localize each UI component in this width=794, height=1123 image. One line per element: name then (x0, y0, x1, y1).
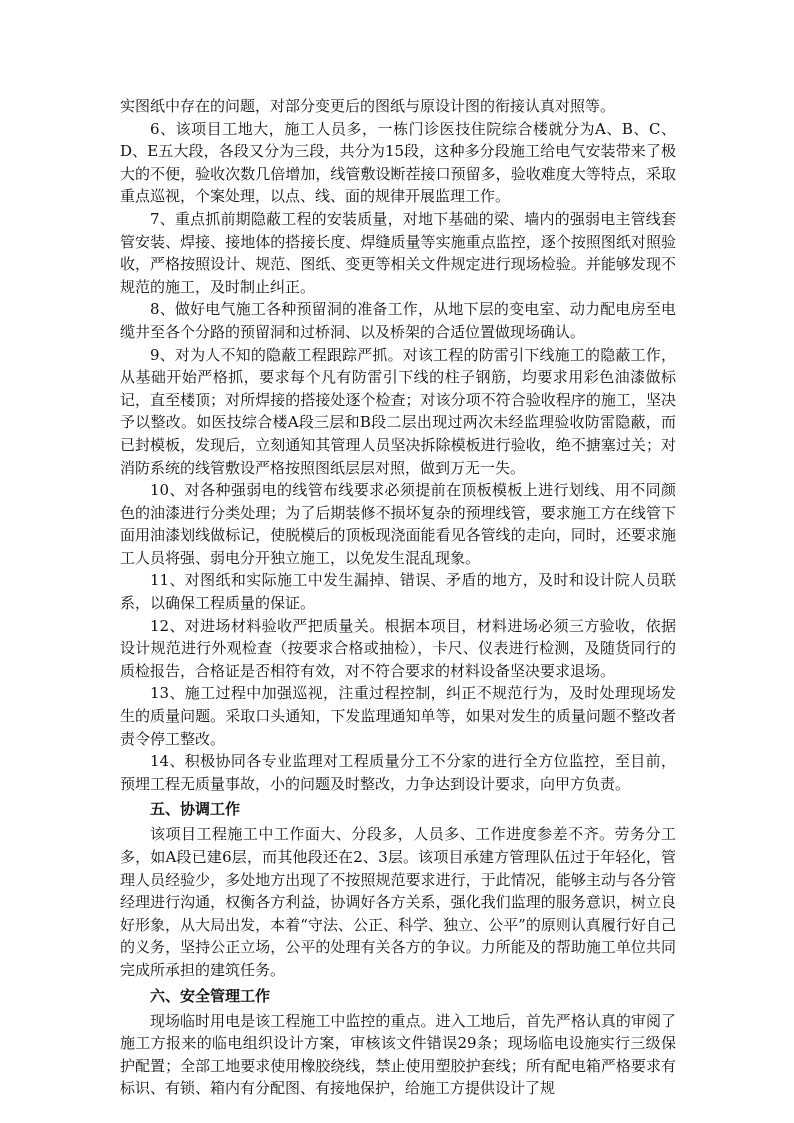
paragraph-item-12: 12、对进场材料验收严把质量关。根据本项目，材料进场必须三方验收，依据设计规范进行外观检查（按要求合格或抽检），卡尺、仪表进行检测，及随货同行的质检报告，合格证是否相符有效，对不符合要求的材料设备坚决要求退场。 (120, 616, 676, 680)
paragraph-coordination: 该项目工程施工中工作面大、分段多，人员多、工作进度参差不齐。劳务分工多，如A段已建6层，而其他段还在2、3层。该项目承建方管理队伍过于年轻化，管理人员经验少，多处地方出现了不按照规范要求进行，于此情况，能够主动与各分管经理进行沟通，权衡各方利益，协调好各方关系，强化我们监理的服务意识，树立良好形象，从大局出发，本着“守法、公正、科学、独立、公平”的原则认真履行好自己的义务，坚持公正立场，公平的处理有关各方的争议。力所能及的帮助施工单位共同完成所承担的建筑任务。 (120, 825, 676, 979)
paragraph-safety: 现场临时用电是该工程施工中监控的重点。进入工地后，首先严格认真的审阅了施工方报来的临电组织设计方案，审核该文件错误29条；现场临电设施实行三级保护配置；全部工地要求使用橡胶绕线，禁止使用塑胶护套线；所有配电箱严格要求有标识、有锁、箱内有分配图、有接地保护，给施工方提供设计了规 (120, 1011, 676, 1098)
paragraph-item-10: 10、对各种强弱电的线管布线要求必须提前在顶板模板上进行划线、用不同颜色的油漆进行分类处理；为了后期装修不损坏复杂的预埋线管，要求施工方在线管下面用油漆划线做标记，使脱模后的顶板现浇面能看见各管线的走向，同时，还要求施工人员将强、弱电分开独立施工，以免发生混乱现象。 (120, 481, 676, 567)
paragraph-item-13: 13、施工过程中加强巡视，注重过程控制，纠正不规范行为，及时处理现场发生的质量问题。采取口头通知，下发监理通知单等，如果对发生的质量问题不整改者责令停工整改。 (120, 684, 676, 748)
section-heading-safety: 六、安全管理工作 (150, 986, 271, 1005)
section-heading-coordination: 五、协调工作 (150, 800, 241, 819)
paragraph-item-14: 14、积极协同各专业监理对工程质量分工不分家的进行全方位监控，至目前，预埋工程无质量事故，小的问题及时整改，力争达到设计要求，向甲方负责。 (120, 752, 676, 793)
paragraph-item-6: 6、该项目工地大，施工人员多，一栋门诊医技住院综合楼就分为A、B、C、D、E五大段，各段又分为三段，共分为15段，这种多分段施工给电气安装带来了极大的不便，验收次数几倍增加，线管敷设断茬接口预留多，验收难度大等特点，采取重点巡视，个案处理，以点、线、面的规律开展监理工作。 (120, 119, 676, 206)
paragraph-continuation: 实图纸中存在的问题，对部分变更后的图纸与原设计图的衔接认真对照等。 (120, 97, 616, 115)
paragraph-item-7: 7、重点抓前期隐蔽工程的安装质量，对地下基础的梁、墙内的强弱电主管线套管安装、焊接、接地体的搭接长度、焊缝质量等实施重点监控，逐个按照图纸对照验收，严格按照设计、规范、图纸、变更等相关文件规定进行现场检验。并能够发现不规范的施工，及时制止纠正。 (120, 209, 676, 296)
paragraph-item-11: 11、对图纸和实际施工中发生漏掉、错误、矛盾的地方，及时和设计院人员联系，以确保工程质量的保证。 (120, 571, 676, 613)
document-body (120, 95, 676, 1100)
paragraph-item-9: 9、对为人不知的隐蔽工程跟踪严抓。对该工程的防雷引下线施工的隐蔽工作，从基础开始严格抓，要求每个凡有防雷引下线的柱子钢筋，均要求用彩色油漆做标记，直至楼顶；对所焊接的搭接处逐个检查；对该分项不符合验收程序的施工，坚决予以整改。如医技综合楼A段三层和B段二层出现过两次未经监理验收防雷隐蔽，而已封模板，发现后，立刻通知其管理人员坚决拆除模板进行验收，绝不搪塞过关；对消防系统的线管敷设严格按照图纸层层对照，做到万无一失。 (120, 345, 676, 477)
paragraph-item-8: 8、做好电气施工各种预留洞的准备工作，从地下层的变电室、动力配电房至电缆井至各个分路的预留洞和过桥洞、以及桥架的合适位置做现场确认。 (120, 300, 676, 341)
